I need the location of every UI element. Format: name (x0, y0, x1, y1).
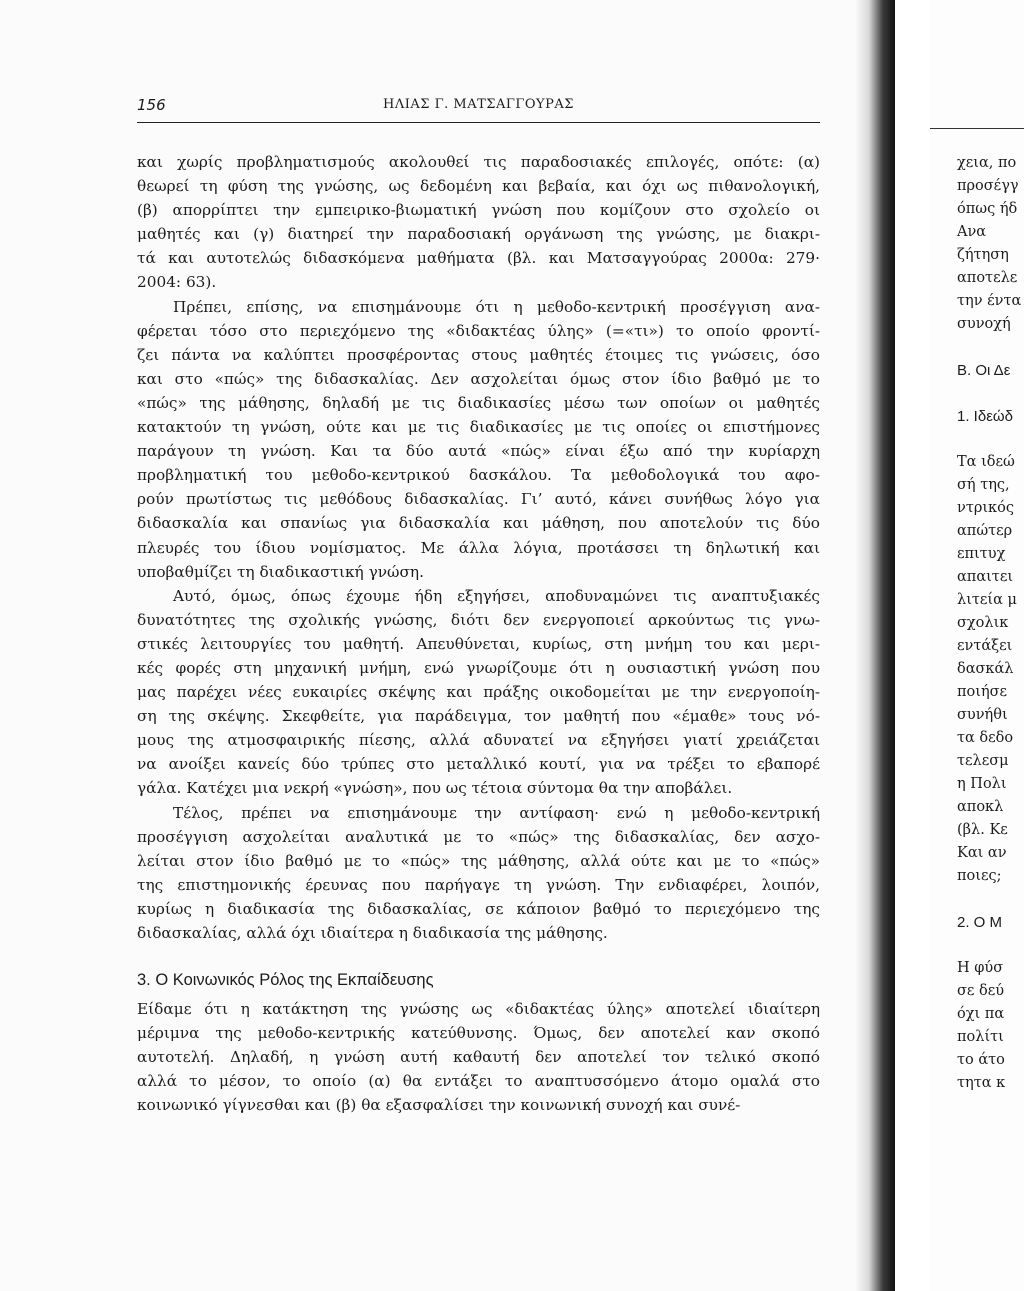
text-line: φέρεται τόσο στο περιεχόμενο της «διδακτέας ύλης» (=«τι») το οποίο φροντί- (137, 321, 820, 340)
text-line: ση της σκέψης. Σκεφθείτε, για παράδειγμα, τον μαθητή που «έμαθε» τους νό- (137, 707, 820, 726)
right-page-line: ποιήσε (957, 684, 1008, 700)
text-line: ζει πάντα να καλύπτει προσφέροντας στους μαθητές έτοιμες τις γνώσεις, όσο (137, 345, 820, 364)
right-page-fragment (930, 0, 1024, 1291)
right-page-line: τητα κ (957, 1075, 1006, 1091)
text-line: κές φορές στη μηχανική μνήμη, ενώ γνωρίζουμε ότι η ουσιαστική γνώση που (137, 658, 820, 677)
right-page-line: συνοχή (957, 316, 1011, 332)
section-heading: 3. Ο Κοινωνικός Ρόλος της Εκπαίδευσης (137, 971, 434, 990)
right-page-line: σε δεύ (957, 983, 1005, 999)
text-line: κατακτούν τη γνώση, ούτε και με τις διαδικασίες με τις οποίες οι επιστήμονες (137, 418, 820, 437)
text-line: «πώς» της μάθησης, δηλαδή με τις διαδικασίες μέσω των οποίων οι μαθητές (137, 393, 820, 412)
text-line: υποβαθμίζει τη διαδικαστική γνώση. (137, 562, 424, 581)
right-page-line: την έντα (957, 293, 1022, 309)
right-page-line (957, 888, 1024, 911)
paragraph (137, 150, 820, 295)
text-line: και στο «πώς» της διδασκαλίας. Δεν ασχολείται όμως στον ίδιο βαθμό με το (137, 369, 820, 388)
right-page-line: (βλ. Κε (957, 822, 1008, 838)
page-number: 156 (137, 96, 166, 114)
text-line: Αυτό, όμως, όπως έχουμε ήδη εξηγήσει, αποδυναμώνει τις αναπτυξιακές (173, 586, 820, 605)
page-header (137, 96, 820, 123)
text-line: προβληματική του μεθοδο-κεντρικού δασκάλου. Τα μεθοδολογικά του αφο- (137, 466, 820, 485)
text-line: τά και αυτοτελώς διδασκόμενα μαθήματα (βλ. και Ματσαγγούρας 2000α: 279· (137, 249, 820, 268)
right-page-line: σή της, (957, 477, 1010, 493)
text-line: διδασκαλίας, αλλά όχι ιδιαίτερα η διαδικασία της μάθησης. (137, 924, 608, 942)
right-page-line: ντρικός (957, 500, 1014, 516)
right-page-line: Τα ιδεώ (957, 454, 1015, 470)
text-line: θεωρεί τη φύση της γνώσης, ως δεδομένη και βεβαία, και όχι ως πιθανολογική, (137, 177, 820, 196)
paragraph (137, 295, 820, 584)
right-page-line: πολίτι (957, 1029, 1004, 1045)
text-line: πλευρές του ίδιου νομίσματος. Με άλλα λόγια, προτάσσει τη δηλωτική και (137, 538, 820, 557)
right-page-line: το άτο (957, 1052, 1005, 1068)
right-page-line: απώτερ (957, 523, 1013, 539)
text-line: Τέλος, πρέπει να επισημάνουμε την αντίφαση· ενώ η μεθοδο-κεντρική (173, 803, 820, 822)
text-line: ρούν πρωτίστως τις μεθόδους διδασκαλίας. Γι’ αυτό, κάνει συνήθως λόγο για (137, 490, 820, 509)
right-page-line: απαιτει (957, 569, 1014, 585)
text-line: (β) απορρίπτει την εμπειρικο-βιωματική γνώση που κομίζουν στο σχολείο οι (137, 201, 820, 220)
right-page-line: ποιες; (957, 868, 1002, 884)
text-line: της επιστημονικής έρευνας που παρήγαγε τη γνώση. Την ενδιαφέρει, λοιπόν, (137, 875, 820, 894)
right-page-line: συνήθι (957, 707, 1008, 723)
right-page-line: όπως ήδ (957, 201, 1018, 217)
text-line: μέριμνα της μεθοδο-κεντρικής κατεύθυνσης. Όμως, δεν αποτελεί καν σκοπό (137, 1024, 820, 1043)
right-page-line: όχι πα (957, 1006, 1005, 1022)
right-page-line: B. Οι Δε (957, 362, 1011, 379)
right-page-line: αποτελε (957, 270, 1018, 286)
right-page-line: 2. Ο Μ (957, 914, 1003, 931)
right-page-line: λιτεία μ (957, 592, 1017, 608)
text-line: στικές λειτουργίες του μαθητή. Απευθύνεται, κυρίως, στη μνήμη του και μερι- (137, 634, 820, 653)
text-line: Πρέπει, επίσης, να επισημάνουμε ότι η μεθοδο-κεντρική προσέγγιση ανα- (173, 297, 820, 316)
right-page-line: προσέγγ (957, 178, 1019, 194)
book-gutter (855, 0, 895, 1291)
right-page-line: χεια, πο (957, 155, 1017, 171)
text-line: και χωρίς προβληματισμούς ακολουθεί τις παραδοσιακές επιλογές, οπότε: (α) (137, 153, 820, 171)
right-page-line (957, 934, 1024, 957)
paragraph (137, 801, 820, 946)
right-page-line: τα δεδο (957, 730, 1014, 746)
paragraph (137, 584, 820, 801)
right-page-line: η Πολι (957, 776, 1007, 792)
right-page-header-rule (930, 128, 1024, 129)
text-line: 2004: 63). (137, 273, 217, 292)
right-page-line: 1. Ιδεώδ (957, 408, 1013, 425)
right-page-line: αποκλ (957, 799, 1004, 815)
text-line: δυνατότητες της σχολικής γνώσης, διότι δεν ενεργοποιεί αρκούντως τις γνω- (137, 610, 820, 629)
text-line: να ανοίξει κανείς δύο τρύπες στο μεταλλικό κουτί, για να τρέξει το εβαπορέ (137, 755, 820, 774)
text-line: παράγουν τη γνώση. Και τα δύο αυτά «πώς» είναι έξω από την κυρίαρχη (137, 442, 820, 461)
running-head: ΗΛΙΑΣ Γ. ΜΑΤΣΑΓΓΟΥΡΑΣ (383, 97, 574, 112)
text-line: προσέγγιση ασχολείται αναλυτικά με το «πώς» της διδασκαλίας, δεν ασχο- (137, 827, 820, 846)
text-line: κυρίως η διαδικασία της διδασκαλίας, σε κάποιον βαθμό το περιεχόμενο της (137, 899, 820, 918)
right-page-line: σχολικ (957, 615, 1009, 631)
text-line: κοινωνικό γίγνεσθαι και (β) θα εξασφαλίσει την κοινωνική συνοχή και συνέ- (137, 1096, 741, 1115)
text-line: γάλα. Κατέχει μια νεκρή «γνώση», που ως τέτοια σύντομα θα την αποβάλει. (137, 779, 733, 798)
right-page-line: Ανα (957, 224, 987, 240)
right-page-line: δασκάλ (957, 661, 1014, 677)
text-line: αυτοτελή. Δηλαδή, η γνώση αυτή καθαυτή δεν αποτελεί τον τελικό σκοπό (137, 1048, 820, 1067)
right-page-line: ζήτηση (957, 247, 1009, 263)
text-line: λείται στον ίδιο βαθμό με το «πώς» της μάθησης, αλλά ούτε και με το «πώς» (137, 851, 820, 870)
right-page-line: τελεσμ (957, 753, 1009, 769)
text-line: μαθητές και (γ) διατηρεί την παραδοσιακή οργάνωση της γνώσης, με διακρι- (137, 225, 820, 244)
right-page-line: Η φύσ (957, 960, 1004, 976)
right-page-line: εντάξει (957, 638, 1013, 654)
text-line: διδασκαλία και σπανίως για διδασκαλία και μάθηση, που αποτελούν τις δύο (137, 514, 820, 533)
right-page-line (957, 382, 1024, 405)
right-page-line: Και αν (957, 845, 1007, 861)
text-line: μους της ατμοσφαιρικής πίεσης, αλλά αδυνατεί να εξηγήσει γιατί χρειάζεται (137, 731, 820, 750)
text-line: μας παρέχει νέες ευκαιρίες σκέψης και πράξης οικοδομείται με την ενεργοποίη- (137, 683, 820, 702)
right-page-line (957, 428, 1024, 451)
right-page-line (957, 336, 1024, 359)
paragraph (137, 997, 820, 1117)
text-line: αλλά το μέσον, το οποίο (α) θα εντάξει το αναπτυσσόμενο άτομο ομαλά στο (137, 1072, 820, 1091)
body-text (137, 150, 820, 1118)
text-line: Είδαμε ότι η κατάκτηση της γνώσης ως «διδακτέας ύλης» αποτελεί ιδιαίτερη (137, 1000, 820, 1019)
right-page-text (957, 152, 1024, 1095)
right-page-line: επιτυχ (957, 546, 1006, 562)
